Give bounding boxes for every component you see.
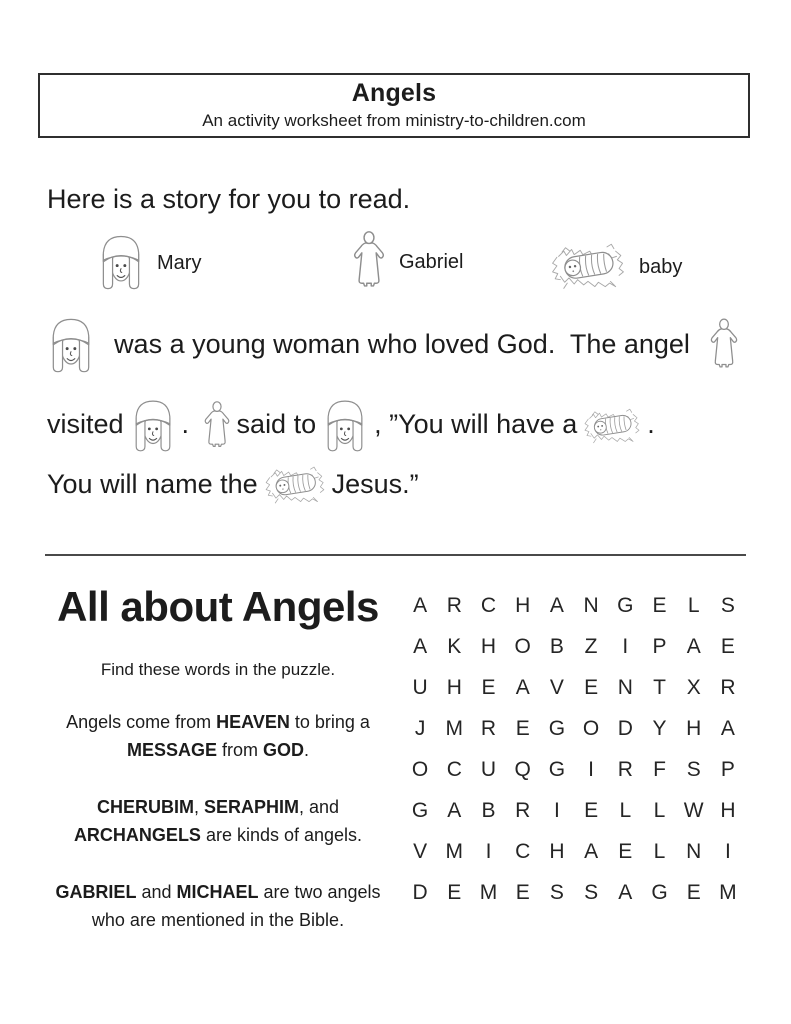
text-run: ARCHANGELS [73, 824, 201, 845]
mary-icon [47, 314, 95, 374]
puzzle-letter: L [687, 593, 700, 617]
puzzle-letter: E [652, 593, 667, 617]
puzzle-letter: M [719, 880, 737, 904]
puzzle-letter: E [584, 675, 599, 699]
puzzle-letter: O [514, 634, 531, 658]
legend-item-mary [98, 226, 201, 301]
puzzle-letter: A [549, 593, 564, 617]
puzzle-letter: G [548, 716, 566, 740]
puzzle-letter: E [515, 716, 530, 740]
puzzle-letter: A [618, 880, 633, 904]
story-text: said to [236, 409, 317, 439]
legend-label-mary: Mary [157, 252, 202, 274]
puzzle-letter: D [617, 716, 633, 740]
text-run: SERAPHIM [203, 796, 299, 817]
story-text: was a young woman who loved God. The angel [114, 328, 690, 359]
mary-icon [322, 396, 368, 453]
text-run: GOD [263, 740, 305, 761]
puzzle-letter: H [480, 634, 497, 658]
puzzle-letter: O [411, 757, 429, 781]
puzzle-letter: Z [584, 634, 598, 658]
puzzle-letter: H [720, 798, 736, 822]
page-title: Angels [351, 79, 437, 107]
puzzle-letter: B [549, 634, 564, 658]
puzzle-letter: A [686, 634, 701, 658]
puzzle-letter: M [445, 716, 464, 740]
text-run: HEAVEN [216, 712, 290, 733]
word-search-grid [403, 585, 745, 913]
words-section [40, 584, 396, 935]
puzzle-letter: M [445, 839, 464, 863]
puzzle-instruction: Find these words in the puzzle. [100, 660, 336, 680]
puzzle-letter: I [622, 634, 629, 658]
puzzle-letter: Q [514, 757, 531, 781]
text-run: Angels come from [66, 712, 217, 733]
puzzle-letter: S [549, 880, 564, 904]
puzzle-letter: A [413, 634, 428, 658]
puzzle-letter: H [686, 716, 702, 740]
puzzle-letter: G [617, 593, 634, 617]
puzzle-letter: R [617, 757, 633, 781]
text-run: to bring a [289, 712, 370, 733]
puzzle-letter: K [447, 634, 462, 658]
mary-icon [130, 396, 176, 453]
text-run: are kinds of angels. [200, 824, 363, 845]
puzzle-letter: T [653, 675, 666, 699]
title-box [38, 73, 750, 138]
puzzle-letter: D [412, 880, 428, 904]
puzzle-letter: E [515, 880, 530, 904]
story-text: , ”You will have a [374, 409, 578, 439]
puzzle-letter: E [686, 880, 701, 904]
text-run: , [193, 796, 204, 817]
puzzle-letter: E [481, 675, 496, 699]
puzzle-letter: G [651, 880, 668, 904]
puzzle-letter: H [549, 839, 565, 863]
page-subtitle: An activity worksheet from ministry-to-children.com [202, 111, 586, 130]
story-line-2 [47, 396, 655, 453]
puzzle-letter: R [515, 798, 531, 822]
section-heading: All about Angels [57, 583, 379, 630]
puzzle-letter: N [583, 593, 599, 617]
puzzle-letter: U [480, 757, 497, 781]
gabriel-icon [352, 228, 386, 297]
legend-label-baby: baby [639, 256, 683, 278]
gabriel-icon [709, 315, 739, 373]
puzzle-letter: U [412, 675, 428, 699]
puzzle-letter: R [446, 593, 462, 617]
puzzle-letter: B [481, 798, 496, 822]
puzzle-letter: A [447, 798, 462, 822]
section-divider [45, 554, 746, 556]
puzzle-letter: P [652, 634, 667, 658]
story-text: visited [47, 409, 124, 439]
text-run: , and [298, 796, 340, 817]
puzzle-letter: Y [652, 716, 667, 740]
puzzle-letter: I [553, 798, 560, 822]
puzzle-letter: E [720, 634, 735, 658]
puzzle-letter: A [720, 716, 735, 740]
puzzle-letter: I [588, 757, 595, 781]
story-text: You will name the [47, 468, 258, 499]
story-line-1 [47, 314, 745, 374]
story-intro: Here is a story for you to read. [47, 184, 411, 214]
puzzle-letter: M [479, 880, 498, 904]
puzzle-letter: N [617, 675, 633, 699]
puzzle-letter: N [686, 839, 702, 863]
puzzle-letter: H [515, 593, 531, 617]
baby-icon [264, 461, 326, 507]
story-line-3 [47, 461, 419, 507]
puzzle-letter: C [480, 593, 497, 617]
text-run: MESSAGE [126, 740, 217, 761]
puzzle-letter: A [413, 593, 428, 617]
story-text: . [647, 409, 655, 439]
puzzle-letter: C [515, 839, 531, 863]
puzzle-letter: I [724, 839, 731, 863]
word-clue-paragraph [40, 879, 396, 935]
text-run: from [216, 740, 263, 761]
puzzle-letter: R [480, 716, 497, 740]
story-text: Jesus.” [331, 468, 419, 499]
text-run: MICHAEL [176, 881, 259, 902]
legend-item-gabriel [352, 228, 463, 297]
puzzle-letter: G [411, 798, 429, 822]
legend-label-gabriel: Gabriel [399, 251, 464, 273]
gabriel-icon [203, 398, 231, 452]
puzzle-letter: I [485, 839, 492, 863]
word-clue-paragraph [40, 794, 396, 850]
puzzle-letter: H [446, 675, 462, 699]
puzzle-letter: P [720, 757, 735, 781]
puzzle-letter: S [584, 880, 599, 904]
puzzle-letter: L [653, 798, 666, 822]
puzzle-letter: A [584, 839, 599, 863]
puzzle-letter: F [653, 757, 666, 781]
baby-icon [583, 404, 641, 446]
puzzle-letter: S [686, 757, 701, 781]
text-run: CHERUBIM [96, 796, 194, 817]
puzzle-letter: E [447, 880, 462, 904]
puzzle-letter: L [619, 798, 632, 822]
puzzle-letter: G [548, 757, 566, 781]
puzzle-letter: X [686, 675, 701, 699]
puzzle-letter: A [515, 675, 530, 699]
text-run: are two angels who are mentioned in the Bible. [91, 881, 381, 930]
text-run: . [304, 740, 310, 761]
puzzle-letter: R [720, 675, 736, 699]
word-clue-paragraph [40, 709, 396, 765]
puzzle-letter: L [653, 839, 666, 863]
puzzle-letter: V [413, 839, 428, 863]
puzzle-letter: S [720, 593, 735, 617]
mary-icon [98, 226, 144, 301]
story-text: . [181, 409, 197, 439]
puzzle-letter: W [683, 798, 704, 822]
puzzle-letter: C [446, 757, 462, 781]
puzzle-letter: V [549, 675, 564, 699]
text-run: and [136, 881, 177, 902]
legend-item-baby [550, 238, 682, 297]
puzzle-letter: O [582, 716, 600, 740]
puzzle-letter: J [414, 716, 426, 740]
puzzle-letter: E [584, 798, 599, 822]
icon-legend [0, 226, 791, 308]
puzzle-letter: E [618, 839, 633, 863]
baby-icon [550, 238, 626, 297]
text-run: GABRIEL [55, 881, 137, 902]
